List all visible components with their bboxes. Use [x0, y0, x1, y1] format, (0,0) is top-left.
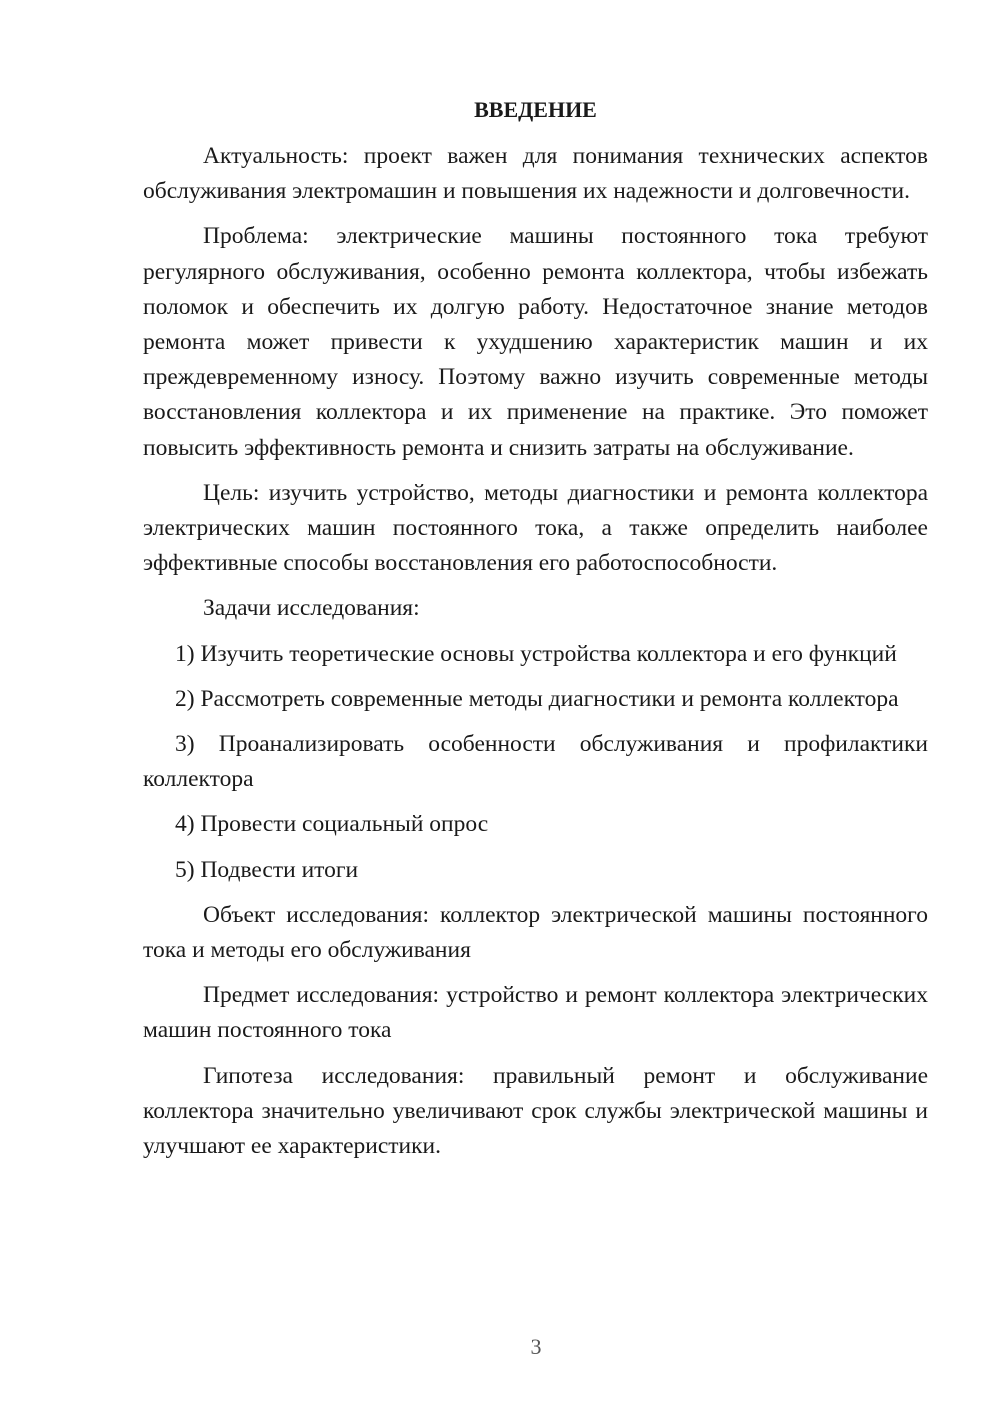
task-item-1: 1) Изучить теоретические основы устройства коллектора и его функций: [175, 640, 897, 667]
paragraph-goal: Цель: изучить устройство, методы диагностики и ремонта коллектора электрических машин постоянного тока, а также определить наиболее эффективные способы восстановления его работоспособности.: [143, 479, 928, 577]
page-content: [143, 92, 928, 1174]
page-number: 3: [530, 1334, 542, 1359]
paragraph-subject: Предмет исследования: устройство и ремонт коллектора электрических машин постоянного тока: [143, 982, 928, 1044]
paragraph-relevance: Актуальность: проект важен для понимания технических аспектов обслуживания электромашин и повышения их надежности и долговечности.: [143, 143, 928, 205]
task-item-5: 5) Подвести итоги: [175, 856, 359, 883]
paragraph-hypothesis: Гипотеза исследования: правильный ремонт и обслуживание коллектора значительно увеличивают срок службы электрической машины и улучшают ее характеристики.: [143, 1062, 928, 1160]
task-item-2: 2) Рассмотреть современные методы диагностики и ремонта коллектора: [175, 685, 899, 712]
paragraph-object: Объект исследования: коллектор электрической машины постоянного тока и методы его обслуживания: [143, 901, 928, 964]
paragraph-problem: Проблема: электрические машины постоянного тока требуют регулярного обслуживания, особенно ремонта коллектора, чтобы избежать поломок и обеспечить их долгую работу. Недостаточное знание методов ремонта может привести к ухудшению характеристик машин и их преждевременному износу. Поэтому важно изучить современные методы восстановления коллектора и их применение на практике. Это поможет повысить эффективность ремонта и снизить затраты на обслуживание.: [143, 223, 928, 461]
tasks-title: Задачи исследования:: [203, 595, 420, 622]
task-item-4: 4) Провести социальный опрос: [175, 811, 489, 838]
section-heading: ВВЕДЕНИЕ: [474, 97, 597, 122]
task-item-3: 3) Проанализировать особенности обслуживания и профилактики коллектора: [143, 731, 928, 793]
